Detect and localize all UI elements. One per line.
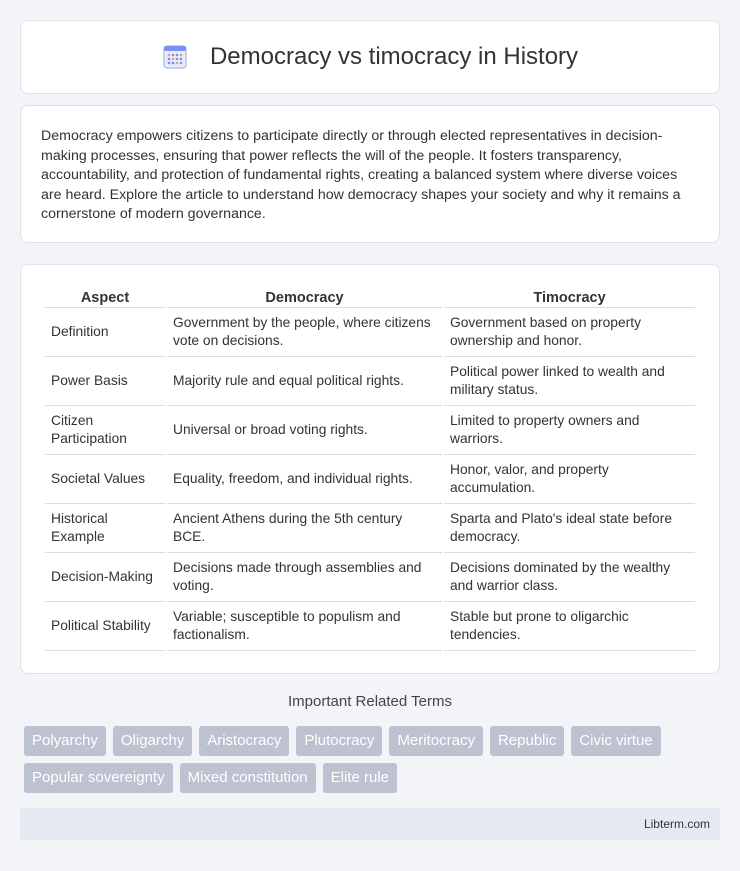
- cell-democracy: Majority rule and equal political rights.: [167, 357, 442, 406]
- page-title: Democracy vs timocracy in History: [209, 43, 579, 70]
- cell-democracy: Universal or broad voting rights.: [167, 406, 442, 455]
- cell-timocracy: Limited to property owners and warriors.: [444, 406, 695, 455]
- cell-aspect: Political Stability: [45, 602, 165, 651]
- tag-plutocracy[interactable]: Plutocracy: [296, 726, 382, 756]
- comparison-table: [43, 283, 697, 651]
- tag-elite-rule[interactable]: Elite rule: [323, 763, 397, 793]
- table-header-row: [45, 283, 695, 308]
- tag-civic-virtue[interactable]: Civic virtue: [571, 726, 660, 756]
- cell-timocracy: Political power linked to wealth and military status.: [444, 357, 695, 406]
- footer: [20, 808, 720, 840]
- tag-republic[interactable]: Republic: [490, 726, 564, 756]
- cell-aspect: Power Basis: [45, 357, 165, 406]
- table-row: [45, 504, 695, 553]
- document-list-icon: [162, 44, 188, 70]
- tag-oligarchy[interactable]: Oligarchy: [113, 726, 192, 756]
- tag-polyarchy[interactable]: Polyarchy: [24, 726, 106, 756]
- intro-text: Democracy empowers citizens to participate directly or through elected representatives in decision-making processes, ensuring that power reflects the will of the people. It fosters transparency, accountability, and protection of fundamental rights, creating a balanced system where diverse voices are heard. Explore the article to understand how democracy shapes your society and why it remains a cornerstone of modern governance.: [41, 128, 681, 222]
- cell-timocracy: Decisions dominated by the wealthy and warrior class.: [444, 553, 695, 602]
- footer-link[interactable]: Libterm.com: [643, 817, 710, 831]
- table-row: [45, 308, 695, 357]
- cell-democracy: Decisions made through assemblies and voting.: [167, 553, 442, 602]
- cell-timocracy: Government based on property ownership and honor.: [444, 308, 695, 357]
- tag-popular-sovereignty[interactable]: Popular sovereignty: [24, 763, 173, 793]
- cell-aspect: Citizen Participation: [45, 406, 165, 455]
- table-row: [45, 455, 695, 504]
- table-row: [45, 357, 695, 406]
- tag-aristocracy[interactable]: Aristocracy: [199, 726, 289, 756]
- header-timocracy: Timocracy: [444, 283, 695, 308]
- table-row: [45, 602, 695, 651]
- cell-aspect: Definition: [45, 308, 165, 357]
- cell-aspect: Decision-Making: [45, 553, 165, 602]
- header-aspect: Aspect: [45, 283, 165, 308]
- table-row: [45, 406, 695, 455]
- cell-timocracy: Honor, valor, and property accumulation.: [444, 455, 695, 504]
- intro-card: [20, 105, 720, 243]
- cell-aspect: Historical Example: [45, 504, 165, 553]
- comparison-card: [20, 264, 720, 674]
- tag-mixed-constitution[interactable]: Mixed constitution: [180, 763, 316, 793]
- cell-democracy: Ancient Athens during the 5th century BCE.: [167, 504, 442, 553]
- cell-aspect: Societal Values: [45, 455, 165, 504]
- table-row: [45, 553, 695, 602]
- header: [162, 43, 578, 71]
- related-terms-title: Important Related Terms: [288, 693, 452, 710]
- related-terms-tags: [24, 726, 724, 800]
- tag-meritocracy[interactable]: Meritocracy: [389, 726, 483, 756]
- header-card: [20, 20, 720, 94]
- cell-democracy: Government by the people, where citizens vote on decisions.: [167, 308, 442, 357]
- cell-democracy: Variable; susceptible to populism and factionalism.: [167, 602, 442, 651]
- cell-timocracy: Stable but prone to oligarchic tendencies.: [444, 602, 695, 651]
- cell-democracy: Equality, freedom, and individual rights.: [167, 455, 442, 504]
- header-democracy: Democracy: [167, 283, 442, 308]
- cell-timocracy: Sparta and Plato's ideal state before democracy.: [444, 504, 695, 553]
